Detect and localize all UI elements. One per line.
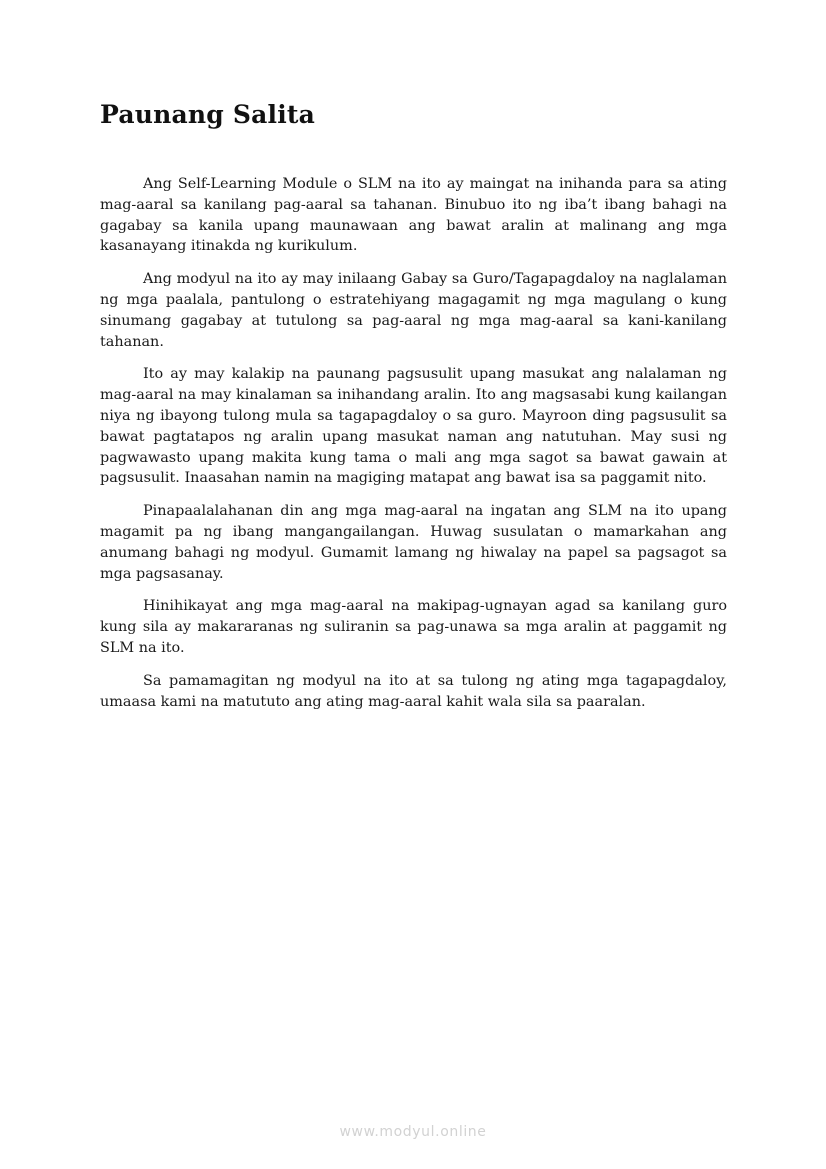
paragraph-4: Pinapaalalahanan din ang mga mag-aaral na ingatan ang SLM na ito upang magamit pa ng ibang mangangailangan. Huwag susulatan o mamarkahan ang anumang bahagi ng modyul. Gumamit lamang ng hiwalay na papel sa pagsagot sa mga pagsasanay.	[100, 503, 727, 582]
page-title: Paunang Salita	[100, 100, 316, 129]
paragraph-5: Hinihikayat ang mga mag-aaral na makipag-ugnayan agad sa kanilang guro kung sila ay makararanas ng suliranin sa pag-unawa sa mga aralin at paggamit ng SLM na ito.	[100, 598, 727, 656]
paragraph-3: Ito ay may kalakip na paunang pagsusulit upang masukat ang nalalaman ng mag-aaral na may kinalaman sa inihandang aralin. Ito ang magsasabi kung kailangan niya ng ibayong tulong mula sa tagapagdaloy o sa guro. Mayroon ding pagsusulit sa bawat pagtatapos ng aralin upang masukat naman ang natutuhan. May susi ng pagwawasto upang makita kung tama o mali ang mga sagot sa bawat gawain at pagsusulit. Inaasahan namin na magiging matapat ang bawat isa sa paggamit nito.	[100, 366, 727, 487]
paragraph-6: Sa pamamagitan ng modyul na ito at sa tulong ng ating mga tagapagdaloy, umaasa kami na matututo ang ating mag-aaral kahit wala sila sa paaralan.	[100, 672, 727, 710]
paragraph-1: Ang Self-Learning Module o SLM na ito ay maingat na inihanda para sa ating mag-aaral sa kanilang pag-aaral sa tahanan. Binubuo ito ng iba’t ibang bahagi na gagabay sa kanila upang maunawaan ang bawat aralin at malinang ang mga kasanayang itinakda ng kurikulum.	[100, 176, 727, 255]
paragraph-2: Ang modyul na ito ay may inilaang Gabay sa Guro/Tagapagdaloy na naglalaman ng mga paalala, pantulong o estratehiyang magagamit ng mga magulang o kung sinumang gagabay at tutulong sa pag-aaral ng mga mag-aaral sa kani-kanilang tahanan.	[100, 271, 727, 350]
body-text	[100, 174, 727, 724]
watermark-text: www.modyul.online	[339, 1124, 487, 1140]
